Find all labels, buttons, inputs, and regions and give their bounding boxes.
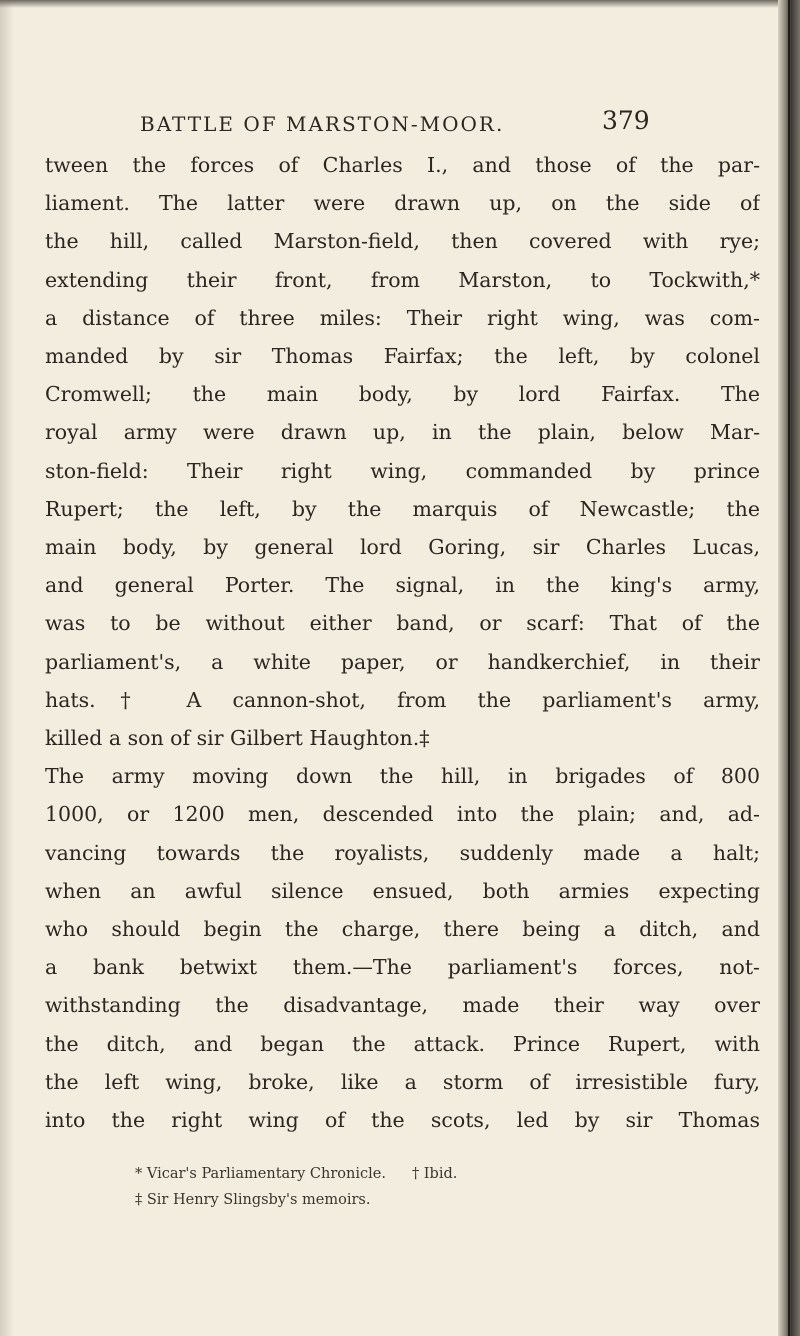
footnotes [45,1161,760,1213]
footnote-line [45,1161,760,1187]
page-left-edge [0,0,14,1336]
footnote: † Ibid. [411,1166,458,1183]
text-line: was to be without either band, or scarf: That of the [45,611,760,636]
page-number: 379 [602,106,650,135]
footnote-line [45,1187,760,1213]
text-line: vancing towards the royalists, suddenly made a halt; [45,840,760,865]
text-line: the left wing, broke, like a storm of irresistible fury, [45,1069,760,1094]
text-line: main body, by general lord Goring, sir Charles Lucas, [45,535,760,560]
text-line: liament. The latter were drawn up, on the side of [45,191,760,216]
text-line: into the right wing of the scots, led by sir Thomas [45,1108,760,1133]
text-line: and general Porter. The signal, in the king's army, [45,573,760,598]
book-page [45,106,760,1213]
text-line: killed a son of sir Gilbert Haughton.‡ [45,726,430,751]
text-line: hats.† A cannon-shot, from the parliament's army, [45,687,760,712]
text-line: 1000, or 1200 men, descended into the plain; and, ad- [45,802,760,827]
text-line: manded by sir Thomas Fairfax; the left, by colonel [45,344,760,369]
running-head: BATTLE OF MARSTON-MOOR. [140,112,505,136]
text-line: Cromwell; the main body, by lord Fairfax. The [45,382,760,407]
text-line: a distance of three miles: Their right wing, was com- [45,305,760,330]
page-header [45,106,760,146]
text-line: withstanding the disadvantage, made their way over [45,993,760,1018]
text-line: Rupert; the left, by the marquis of Newcastle; the [45,496,760,521]
text-line: parliament's, a white paper, or handkerchief, in their [45,649,760,674]
text-line: the ditch, and began the attack. Prince Rupert, with [45,1031,760,1056]
body-text [45,146,760,1139]
text-line: royal army were drawn up, in the plain, below Mar- [45,420,760,445]
footnote: ‡ Sir Henry Slingsby's memoirs. [135,1192,371,1209]
text-line: extending their front, from Marston, to Tockwith,* [45,267,760,292]
text-line: when an awful silence ensued, both armies expecting [45,878,760,903]
text-line: The army moving down the hill, in brigades of 800 [45,764,760,789]
text-line: a bank betwixt them.—The parliament's forces, not- [45,955,760,980]
text-line: ston-field: Their right wing, commanded by prince [45,458,760,483]
footnote: * Vicar's Parliamentary Chronicle. [135,1166,386,1183]
text-line: who should begin the charge, there being a ditch, and [45,917,760,942]
book-spine-gutter [788,0,790,1336]
text-line: tween the forces of Charles I., and those of the par- [45,153,760,177]
text-line: the hill, called Marston-field, then covered with rye; [45,229,760,254]
page-top-shadow [0,0,800,8]
